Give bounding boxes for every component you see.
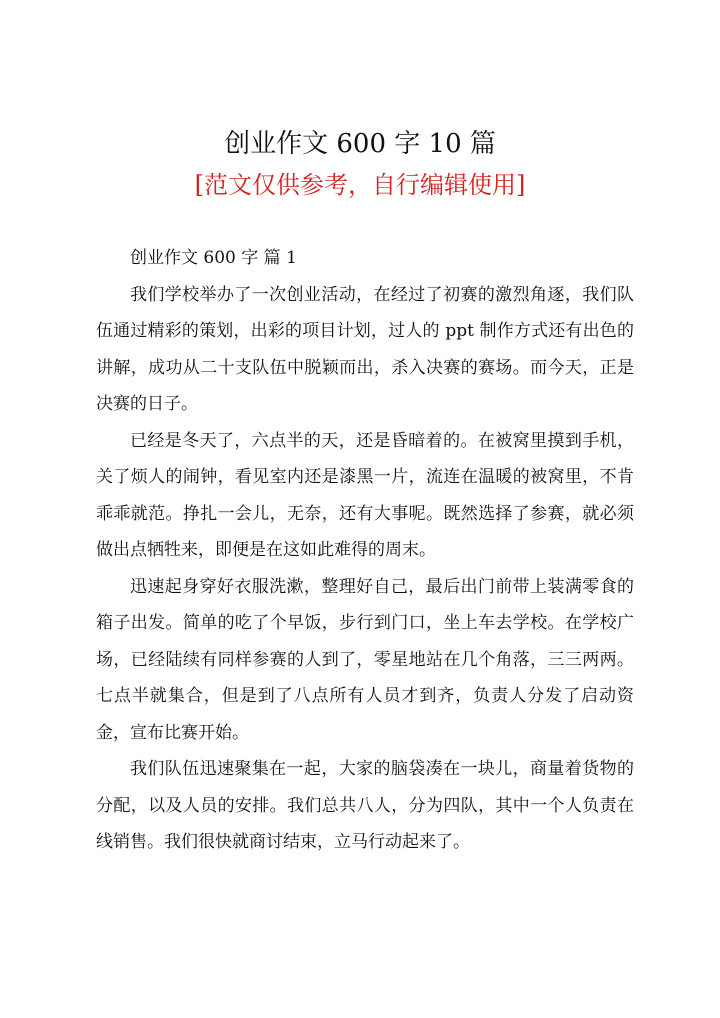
paragraph-3: 迅速起身穿好衣服洗漱，整理好自己，最后出门前带上装满零食的箱子出发。简单的吃了个早饭，步行到门口，坐上车去学校。在学校广场，已经陆续有同样参赛的人到了，零星地站在几个角落，三三两两。七点半就集合，但是到了八点所有人员才到齐，负责人分发了启动资金，宣布比赛开始。 bbox=[96, 576, 634, 743]
section-heading: 创业作文 600 字 篇 1 bbox=[130, 248, 297, 268]
document-subtitle: [范文仅供参考，自行编辑使用] bbox=[194, 171, 526, 199]
document-body bbox=[96, 240, 634, 861]
document-title: 创业作文 600 字 10 篇 bbox=[224, 129, 496, 159]
paragraph-1: 我们学校举办了一次创业活动，在经过了初赛的激烈角逐，我们队伍通过精彩的策划，出彩的项目计划，过人的 ppt 制作方式还有出色的讲解，成功从二十支队伍中脱颖而出，杀入决赛的赛场。而今天，正是决赛的日子。 bbox=[96, 284, 634, 414]
paragraph-2: 已经是冬天了，六点半的天，还是昏暗着的。在被窝里摸到手机，关了烦人的闹钟，看见室内还是漆黑一片，流连在温暖的被窝里，不肯乖乖就范。挣扎一会儿，无奈，还有大事呢。既然选择了参赛，就必须做出点牺牲来，即便是在这如此难得的周末。 bbox=[96, 430, 634, 560]
paragraph-4: 我们队伍迅速聚集在一起，大家的脑袋凑在一块儿，商量着货物的分配，以及人员的安排。我们总共八人，分为四队，其中一个人负责在线销售。我们很快就商讨结束，立马行动起来了。 bbox=[96, 759, 634, 852]
